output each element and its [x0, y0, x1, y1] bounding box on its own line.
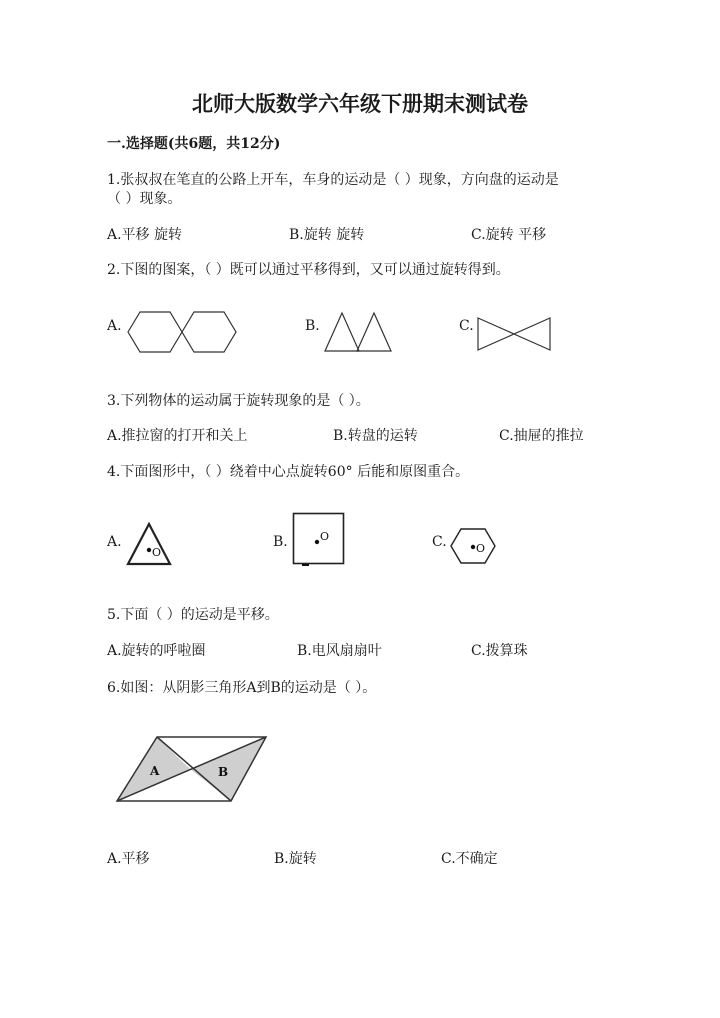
section-heading: 一.选择题(共6题，共12分)	[107, 136, 281, 152]
question-5-option-b[interactable]: B.电风扇扇叶	[297, 643, 382, 659]
question-3-option-a[interactable]: A.推拉窗的打开和关上	[107, 428, 248, 444]
question-5-text: 5.下面（ ）的运动是平移。	[107, 607, 279, 623]
question-2-option-a[interactable]: A.	[107, 318, 122, 334]
triangle-with-center-figure	[126, 521, 172, 567]
two-triangles-figure	[323, 310, 393, 354]
bowtie-figure	[476, 316, 552, 352]
question-3-option-b[interactable]: B.转盘的运转	[333, 428, 418, 444]
question-2-option-c[interactable]: C.	[459, 318, 474, 334]
question-3-option-c[interactable]: C.抽屉的推拉	[499, 428, 584, 444]
question-1-option-b[interactable]: B.旋转 旋转	[289, 227, 365, 243]
question-1-text-line2: （ ）现象。	[107, 191, 182, 207]
question-1-option-c[interactable]: C.旋转 平移	[471, 227, 547, 243]
square-with-center-figure	[292, 512, 346, 568]
question-1-text-line1: 1.张叔叔在笔直的公路上开车，车身的运动是（ ）现象，方向盘的运动是	[107, 172, 559, 188]
question-4-option-c[interactable]: C.	[432, 534, 447, 550]
question-2-option-b[interactable]: B.	[305, 318, 320, 334]
triangle-b-label: B	[218, 765, 229, 779]
question-6-option-c[interactable]: C.不确定	[441, 851, 498, 867]
center-label: O	[320, 530, 330, 543]
hexagon-with-center-figure	[449, 527, 497, 565]
question-6-text: 6.如图：从阴影三角形A到B的运动是（ ）。	[107, 680, 377, 696]
question-6-option-a[interactable]: A.平移	[107, 851, 150, 867]
question-5-option-a[interactable]: A.旋转的呼啦圈	[107, 643, 206, 659]
question-5-option-c[interactable]: C.拨算珠	[471, 643, 528, 659]
question-4-option-a[interactable]: A.	[107, 534, 122, 550]
question-2-text: 2.下图的图案，（ ）既可以通过平移得到，又可以通过旋转得到。	[107, 262, 510, 278]
parallelogram-triangles-figure	[112, 733, 272, 805]
question-1-option-a[interactable]: A.平移 旋转	[107, 227, 183, 243]
page-title: 北师大版数学六年级下册期末测试卷	[192, 91, 528, 116]
center-label: O	[476, 542, 486, 555]
question-3-text: 3.下列物体的运动属于旋转现象的是（ ）。	[107, 393, 370, 409]
center-label: O	[152, 546, 162, 559]
question-6-option-b[interactable]: B.旋转	[274, 851, 317, 867]
triangle-a-label: A	[150, 764, 160, 778]
two-hexagons-figure	[125, 310, 241, 354]
question-4-option-b[interactable]: B.	[273, 534, 288, 550]
question-4-text: 4.下面图形中，（ ）绕着中心点旋转60° 后能和原图重合。	[107, 464, 470, 480]
